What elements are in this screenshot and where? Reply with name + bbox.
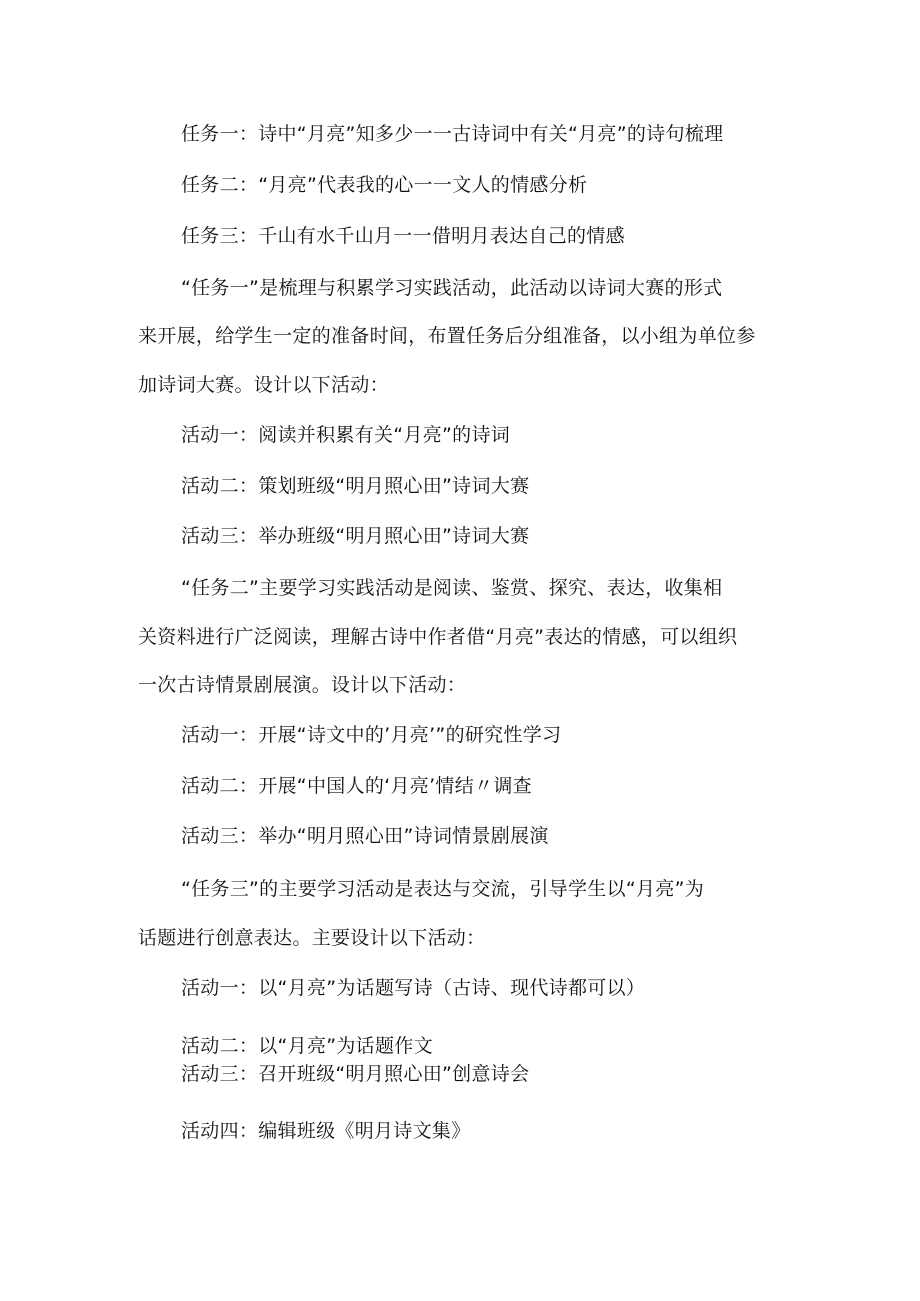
task-one-title: 任务一：诗中“月亮”知多少一一古诗词中有关“月亮”的诗句梳理 [181, 123, 724, 145]
task1-activity-1: 活动一：阅读并积累有关“月亮”的诗词 [181, 424, 511, 446]
task2-paragraph-line: 关资料进行广泛阅读，理解古诗中作者借“月亮”表达的情感，可以组织 [138, 626, 738, 648]
task3-paragraph-line: “任务三”的主要学习活动是表达与交流，引导学生以“月亮”为 [181, 878, 705, 900]
task2-paragraph-line: 一次古诗情景剧展演。设计以下活动： [138, 674, 467, 696]
task2-paragraph-line: “任务二”主要学习实践活动是阅读、鉴赏、探究、表达，收集相 [181, 577, 723, 599]
task2-activity-1: 活动一：开展“诗文中的’月亮’”的研究性学习 [181, 724, 562, 746]
task-three-title: 任务三：千山有水千山月一一借明月表达自己的情感 [181, 225, 625, 247]
task2-activity-3: 活动三：举办“明月照心田”诗词情景剧展演 [181, 825, 549, 847]
task-two-title: 任务二：“月亮”代表我的心一一文人的情感分析 [181, 174, 588, 196]
task3-activity-2: 活动二：以“月亮”为话题作文 [181, 1035, 433, 1057]
task1-paragraph-line: 加诗词大赛。设计以下活动： [138, 374, 389, 396]
task2-activity-2: 活动二：开展“中国人的‘月亮’情结〃调查 [181, 775, 532, 797]
task1-paragraph-line: 来开展，给学生一定的准备时间，布置任务后分组准备，以小组为单位参 [138, 325, 756, 347]
task3-activity-1: 活动一：以“月亮”为话题写诗（古诗、现代诗都可以） [181, 977, 646, 999]
task1-paragraph-line: “任务一”是梳理与积累学习实践活动，此活动以诗词大赛的形式 [181, 277, 723, 299]
task3-activity-4: 活动四：编辑班级《明月诗文集》 [181, 1120, 471, 1142]
task3-activity-3: 活动三：召开班级“明月照心田”创意诗会 [181, 1063, 530, 1085]
task3-paragraph-line: 话题进行创意表达。主要设计以下活动： [138, 927, 486, 949]
task1-activity-3: 活动三：举办班级“明月照心田”诗词大赛 [181, 525, 530, 547]
task1-activity-2: 活动二：策划班级“明月照心田”诗词大赛 [181, 475, 530, 497]
